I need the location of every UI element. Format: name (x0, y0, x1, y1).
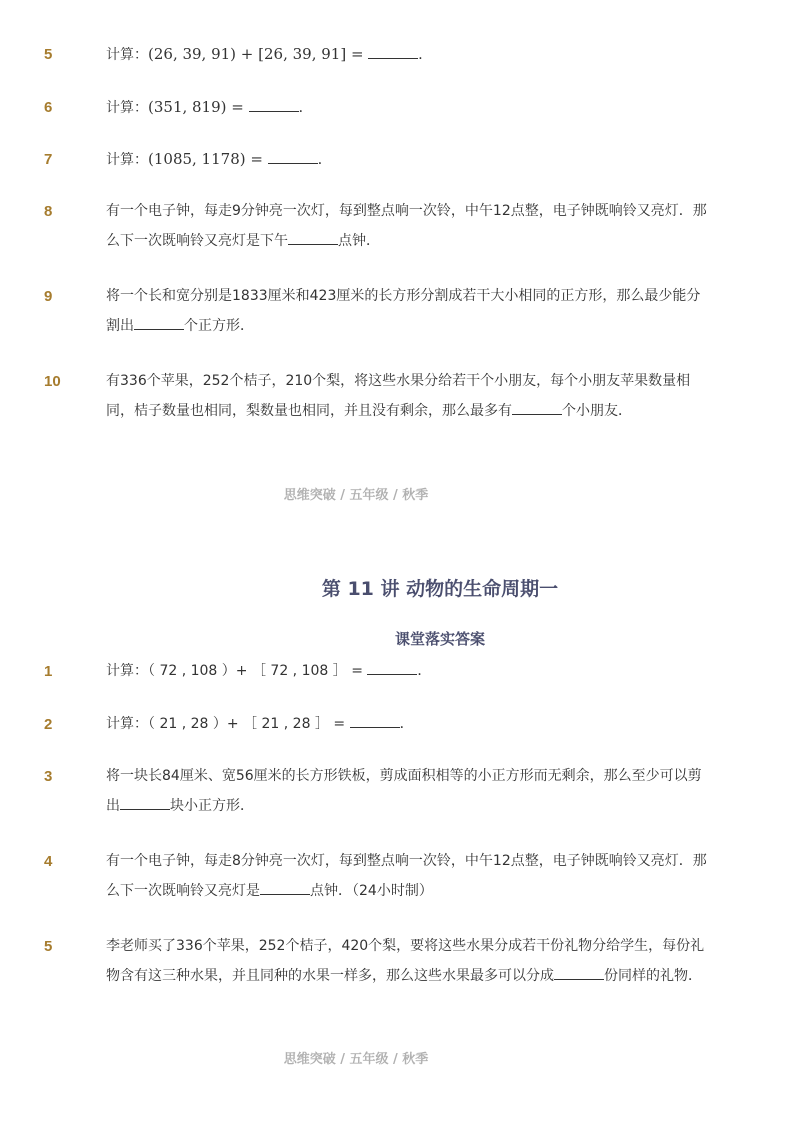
answer-blank[interactable] (554, 967, 604, 980)
question-number: 4 (44, 853, 53, 870)
question-number: 1 (44, 663, 53, 680)
question-text: 有一个电子钟，每走8分钟亮一次灯，每到整点响一次铃，中午12点整，电子钟既响铃又亮灯．那 么下一次既响铃又亮灯是 点钟．（24小时制） (106, 853, 707, 899)
question-number: 3 (44, 768, 53, 785)
answer-blank[interactable] (288, 232, 338, 245)
question-text: 计算：(351, 819) = ． (106, 98, 313, 116)
question-text: 将一块长84厘米、宽56厘米的长方形铁板，剪成面积相等的小正方形而无剩余，那么至少可以剪 出 块小正方形． (106, 768, 702, 814)
answer-blank[interactable] (268, 151, 318, 164)
question-number: 7 (44, 151, 53, 168)
question-text: 计算：(1085, 1178) = ． (106, 150, 332, 168)
page-footer: 思维突破 / 五年级 / 秋季 (283, 1052, 429, 1067)
question-number: 5 (44, 46, 53, 63)
lesson-title: 第 11 讲 动物的生命周期一 (321, 578, 559, 600)
answer-blank[interactable] (134, 317, 184, 330)
question-text: 将一个长和宽分别是1833厘米和423厘米的长方形分割成若干大小相同的正方形，那么最少能分 割出 个正方形． (106, 288, 701, 334)
question-number: 6 (44, 99, 53, 116)
question-number: 8 (44, 203, 53, 220)
question-text: 有336个苹果，252个桔子，210个梨，将这些水果分给若干个小朋友，每个小朋友苹果数量相 同，桔子数量也相同，梨数量也相同，并且没有剩余，那么最多有 个小朋友． (106, 373, 691, 419)
question-number: 9 (44, 288, 53, 305)
answer-blank[interactable] (260, 882, 310, 895)
lesson-subtitle: 课堂落实答案 (394, 630, 485, 648)
question-text: 有一个电子钟，每走9分钟亮一次灯，每到整点响一次铃，中午12点整，电子钟既响铃又亮灯．那 么下一次既响铃又亮灯是下午 点钟． (106, 203, 707, 249)
answer-blank[interactable] (368, 46, 418, 59)
answer-blank[interactable] (367, 662, 417, 675)
question-text: 李老师买了336个苹果，252个桔子，420个梨，要将这些水果分成若干份礼物分给学生，每份礼 物含有这三种水果，并且同种的水果一样多，那么这些水果最多可以分成 份同样的礼物． (106, 938, 705, 984)
answer-blank[interactable] (512, 402, 562, 415)
question-text: 计算：（ 72 , 108 ）+ ［ 72 , 108 ］ = ． (106, 663, 432, 679)
question-text: 计算：(26, 39, 91) + [26, 39, 91] = ． (106, 45, 433, 63)
page-footer: 思维突破 / 五年级 / 秋季 (283, 488, 429, 503)
question-number: 5 (44, 938, 53, 955)
question-number: 2 (44, 716, 53, 733)
answer-blank[interactable] (350, 715, 400, 728)
answer-blank[interactable] (249, 99, 299, 112)
question-number: 10 (44, 373, 61, 390)
question-text: 计算：（ 21 , 28 ）+ ［ 21 , 28 ］ = ． (106, 716, 414, 732)
answer-blank[interactable] (120, 797, 170, 810)
